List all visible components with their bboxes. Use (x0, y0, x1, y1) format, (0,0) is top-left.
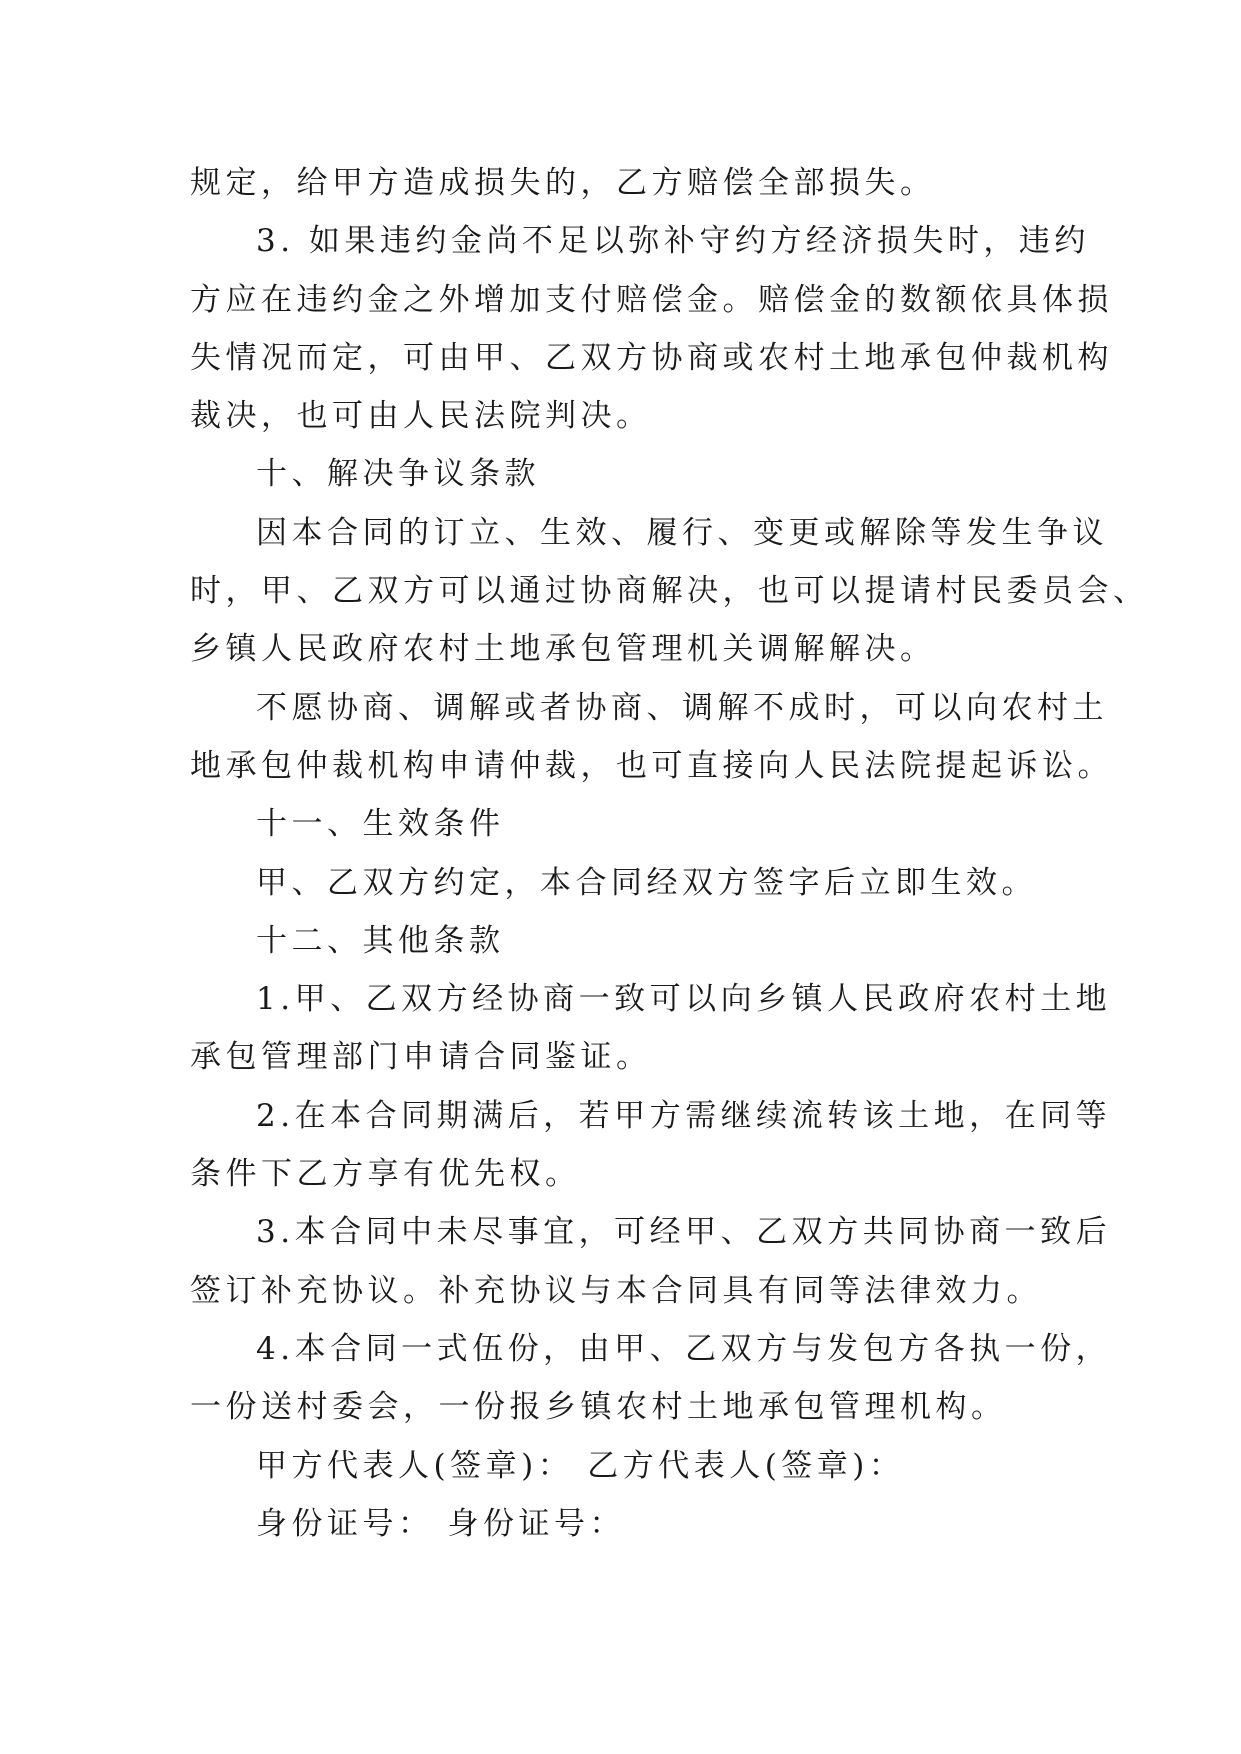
section-heading-other: 十二、其他条款 (256, 922, 505, 959)
text-line: 条件下乙方享有优先权。 (190, 1156, 581, 1193)
clause-item-3: 3. 如果违约金尚不足以弥补守约方经济损失时，违约 (256, 223, 1090, 260)
clause-item-4: 4.本合同一式伍份，由甲、乙双方与发包方各执一份， (256, 1330, 1112, 1367)
text-line: 一份送村委会，一份报乡镇农村土地承包管理机构。 (190, 1389, 1007, 1426)
clause-item-1: 1.甲、乙双方经协商一致可以向乡镇人民政府农村土地 (256, 981, 1112, 1018)
party-b-rep-label: 乙方代表人(签章)： (587, 1447, 905, 1484)
clause-item-3: 3.本合同中未尽事宜，可经甲、乙双方共同协商一致后 (256, 1214, 1112, 1251)
clause-item-2: 2.在本合同期满后，若甲方需继续流转该土地，在同等 (256, 1097, 1112, 1134)
party-b-id-label: 身份证号： (447, 1505, 625, 1542)
text-line: 裁决，也可由人民法院判决。 (190, 398, 652, 435)
paragraph-start: 不愿协商、调解或者协商、调解不成时，可以向农村土 (256, 689, 1108, 726)
text-line: 乡镇人民政府农村土地承包管理机关调解解决。 (190, 631, 936, 668)
text-line: 承包管理部门申请合同鉴证。 (190, 1039, 652, 1076)
text-line: 规定，给甲方造成损失的，乙方赔偿全部损失。 (190, 165, 936, 201)
party-a-rep-label: 甲方代表人(签章)： (256, 1447, 574, 1484)
paragraph-start: 因本合同的订立、生效、履行、变更或解除等发生争议 (256, 514, 1108, 551)
section-heading-effect: 十一、生效条件 (256, 806, 505, 843)
text-line: 方应在违约金之外增加支付赔偿金。赔偿金的数额依具体损 (190, 281, 1113, 318)
party-a-id-label: 身份证号： (256, 1505, 434, 1542)
id-number-line (190, 1495, 1070, 1553)
section-heading-dispute: 十、解决争议条款 (256, 456, 540, 493)
text-line: 失情况而定，可由甲、乙双方协商或农村土地承包仲裁机构 (190, 339, 1113, 376)
text-line: 签订补充协议。补充协议与本合同具有同等法律效力。 (190, 1272, 1042, 1309)
document-body (190, 154, 1149, 1553)
paragraph-start: 甲、乙双方约定，本合同经双方签字后立即生效。 (256, 864, 1037, 901)
text-line: 时，甲、乙双方可以通过协商解决，也可以提请村民委员会、 (190, 573, 1149, 610)
text-line: 地承包仲裁机构申请仲裁，也可直接向人民法院提起诉讼。 (190, 747, 1113, 784)
signature-line (190, 1437, 1070, 1495)
